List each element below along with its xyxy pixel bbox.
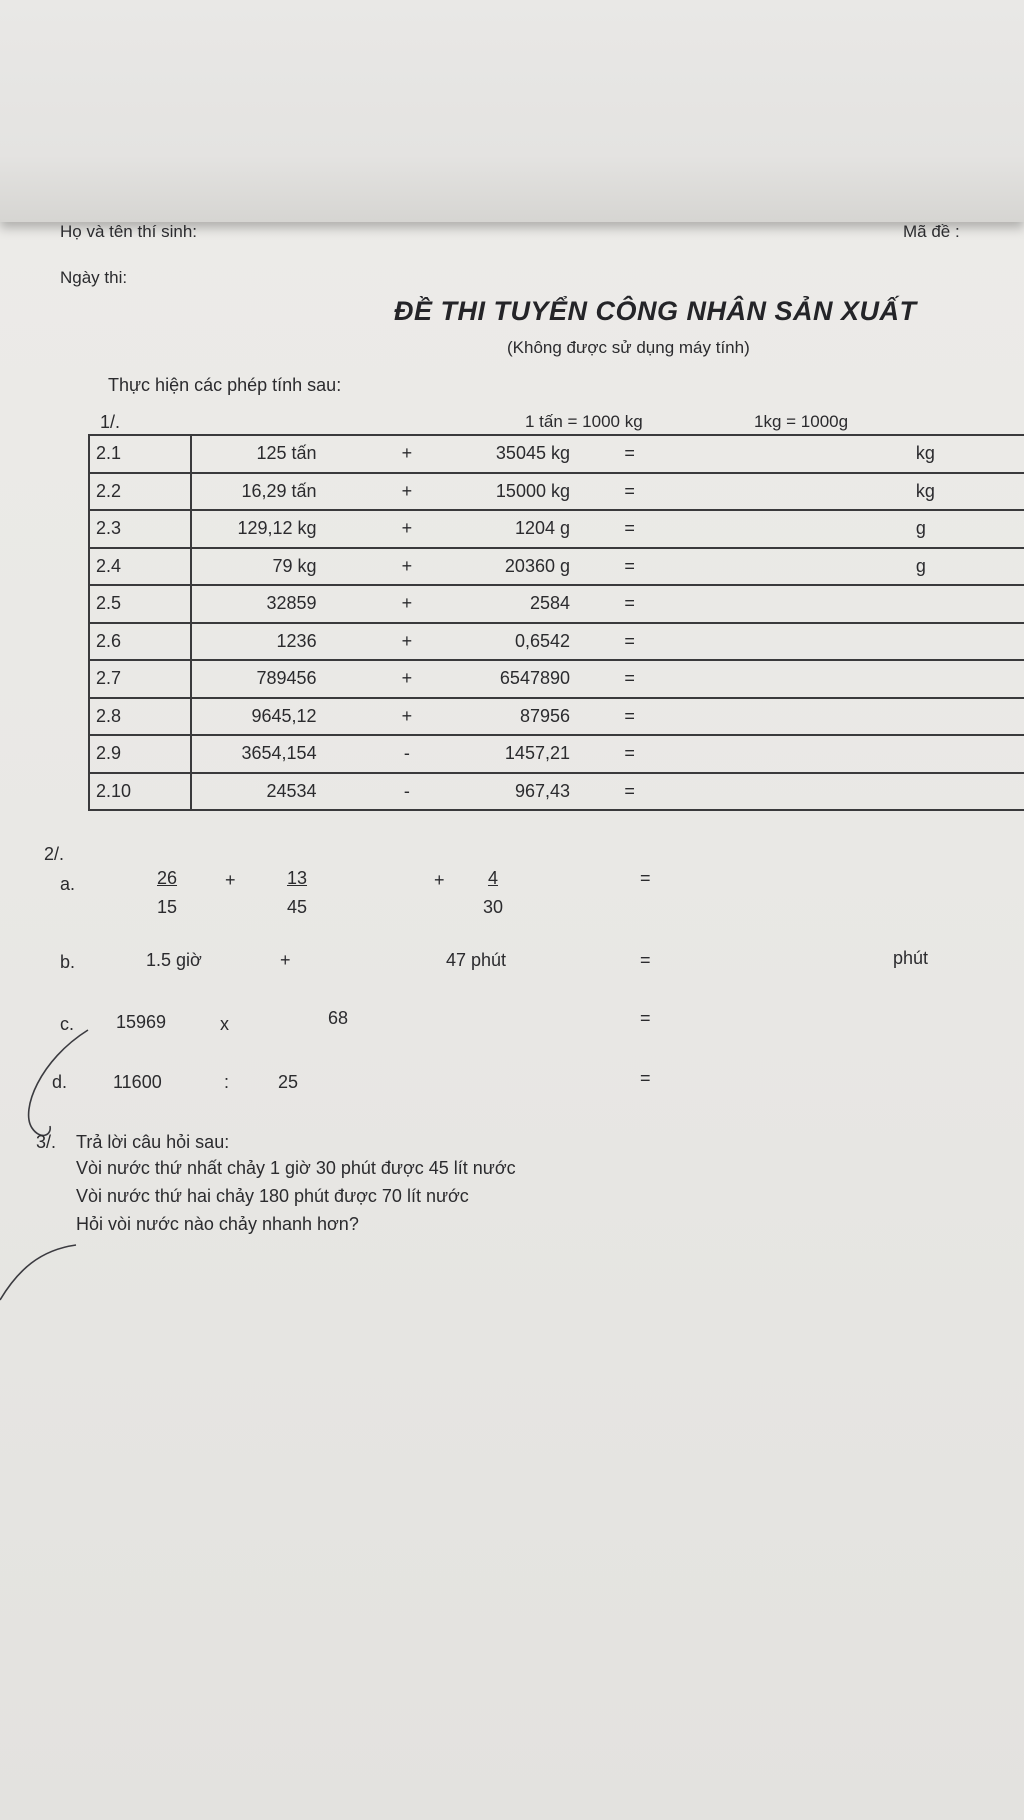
calculation-row <box>89 698 1024 736</box>
row-right-operand: 6547890 <box>437 660 592 698</box>
item-b-label: b. <box>60 952 76 972</box>
row-answer-blank[interactable] <box>667 735 910 773</box>
item-d-label: d. <box>52 1072 68 1092</box>
row-right-operand: 0,6542 <box>437 623 592 661</box>
row-right-operand: 15000 kg <box>437 473 592 511</box>
divide-sign: : <box>224 1072 230 1092</box>
row-operator: - <box>377 735 438 773</box>
row-equals: = <box>592 510 667 548</box>
question-line-1: Vòi nước thứ nhất chảy 1 giờ 30 phút được 45 lít nước <box>76 1158 516 1178</box>
row-operator: + <box>377 585 438 623</box>
row-left-operand: 789456 <box>191 660 376 698</box>
calculation-row <box>89 623 1024 661</box>
equals-sign: = <box>640 1068 651 1088</box>
fraction-26-15 <box>150 868 184 918</box>
row-right-operand: 20360 g <box>437 548 592 586</box>
row-left-operand: 125 tấn <box>191 435 376 473</box>
row-operator: + <box>377 510 438 548</box>
row-unit: kg <box>910 435 1024 473</box>
instruction-text: Thực hiện các phép tính sau: <box>108 375 342 395</box>
row-unit <box>910 698 1024 736</box>
row-answer-blank[interactable] <box>667 660 910 698</box>
row-left-operand: 3654,154 <box>191 735 376 773</box>
row-unit <box>910 773 1024 811</box>
row-equals: = <box>592 660 667 698</box>
item-b-right: 47 phút <box>446 950 507 970</box>
question-line-2: Vòi nước thứ hai chảy 180 phút được 70 lít nước <box>76 1186 469 1206</box>
row-left-operand: 32859 <box>191 585 376 623</box>
equals-sign: = <box>640 950 651 970</box>
row-unit <box>910 660 1024 698</box>
row-answer-blank[interactable] <box>667 623 910 661</box>
exam-date-label: Ngày thi: <box>60 268 128 287</box>
section2-label: 2/. <box>44 844 65 864</box>
row-operator: + <box>377 660 438 698</box>
row-left-operand: 24534 <box>191 773 376 811</box>
candidate-name-label: Họ và tên thí sinh: <box>60 222 198 241</box>
row-answer-blank[interactable] <box>667 698 910 736</box>
calculation-row <box>89 660 1024 698</box>
row-answer-blank[interactable] <box>667 473 910 511</box>
row-index: 2.2 <box>89 473 191 511</box>
row-right-operand: 967,43 <box>437 773 592 811</box>
row-right-operand: 1204 g <box>437 510 592 548</box>
item-a-label: a. <box>60 874 76 894</box>
row-index: 2.3 <box>89 510 191 548</box>
page-title: ĐỀ THI TUYỂN CÔNG NHÂN SẢN XUẤT <box>394 296 917 326</box>
item-d-right: 25 <box>278 1072 299 1092</box>
item-b-unit: phút <box>893 948 929 968</box>
calculation-row <box>89 735 1024 773</box>
fraction-denominator: 45 <box>286 897 308 917</box>
equals-sign: = <box>640 868 651 888</box>
fraction-numerator: 4 <box>487 868 498 888</box>
row-operator: - <box>377 773 438 811</box>
item-d-left: 11600 <box>113 1072 162 1092</box>
row-answer-blank[interactable] <box>667 773 910 811</box>
fraction-denominator: 30 <box>482 897 504 917</box>
row-left-operand: 1236 <box>191 623 376 661</box>
section1-label: 1/. <box>100 412 121 432</box>
item-b-left: 1.5 giờ <box>146 950 202 970</box>
item-c-right: 68 <box>328 1008 349 1028</box>
row-operator: + <box>377 435 438 473</box>
row-answer-blank[interactable] <box>667 585 910 623</box>
row-unit <box>910 735 1024 773</box>
plus-sign: + <box>225 870 236 890</box>
row-equals: = <box>592 735 667 773</box>
calculation-row <box>89 510 1024 548</box>
row-operator: + <box>377 473 438 511</box>
equals-sign: = <box>640 1008 651 1028</box>
plus-sign: + <box>434 870 445 890</box>
row-right-operand: 87956 <box>437 698 592 736</box>
fraction-4-30 <box>476 868 510 918</box>
calculation-row <box>89 585 1024 623</box>
question-line-3: Hỏi vòi nước nào chảy nhanh hơn? <box>76 1214 359 1234</box>
fraction-numerator: 26 <box>156 868 178 888</box>
calculation-table <box>88 434 1024 811</box>
row-right-operand: 1457,21 <box>437 735 592 773</box>
row-unit <box>910 623 1024 661</box>
row-index: 2.4 <box>89 548 191 586</box>
row-unit <box>910 585 1024 623</box>
row-left-operand: 9645,12 <box>191 698 376 736</box>
row-equals: = <box>592 585 667 623</box>
calculation-row <box>89 548 1024 586</box>
row-left-operand: 129,12 kg <box>191 510 376 548</box>
fraction-13-45 <box>280 868 314 918</box>
page-subtitle: (Không được sử dụng máy tính) <box>507 338 750 357</box>
row-index: 2.6 <box>89 623 191 661</box>
fraction-numerator: 13 <box>286 868 308 888</box>
row-equals: = <box>592 435 667 473</box>
calculation-row <box>89 435 1024 473</box>
section3-label: 3/. <box>36 1132 57 1152</box>
row-equals: = <box>592 773 667 811</box>
conversion-note-ton: 1 tấn = 1000 kg <box>525 412 643 431</box>
times-sign: x <box>220 1014 229 1034</box>
item-c-left: 15969 <box>116 1012 167 1032</box>
fraction-denominator: 15 <box>156 897 178 917</box>
row-right-operand: 35045 kg <box>437 435 592 473</box>
row-index: 2.5 <box>89 585 191 623</box>
row-equals: = <box>592 623 667 661</box>
row-unit: g <box>910 548 1024 586</box>
row-right-operand: 2584 <box>437 585 592 623</box>
exam-code-label: Mã đề : <box>903 222 960 241</box>
plus-sign: + <box>280 950 291 970</box>
row-index: 2.8 <box>89 698 191 736</box>
calculation-row <box>89 473 1024 511</box>
row-unit: kg <box>910 473 1024 511</box>
row-answer-blank[interactable] <box>667 548 910 586</box>
row-equals: = <box>592 698 667 736</box>
row-equals: = <box>592 548 667 586</box>
section3-heading: Trả lời câu hỏi sau: <box>76 1132 230 1152</box>
overlapping-paper-sheet <box>0 0 1024 222</box>
row-left-operand: 79 kg <box>191 548 376 586</box>
row-unit: g <box>910 510 1024 548</box>
row-answer-blank[interactable] <box>667 510 910 548</box>
row-operator: + <box>377 548 438 586</box>
row-operator: + <box>377 698 438 736</box>
row-index: 2.7 <box>89 660 191 698</box>
item-c-label: c. <box>60 1014 75 1034</box>
row-index: 2.9 <box>89 735 191 773</box>
row-left-operand: 16,29 tấn <box>191 473 376 511</box>
row-answer-blank[interactable] <box>667 435 910 473</box>
conversion-note-kg: 1kg = 1000g <box>754 412 849 431</box>
row-index: 2.10 <box>89 773 191 811</box>
row-equals: = <box>592 473 667 511</box>
row-index: 2.1 <box>89 435 191 473</box>
calculation-row <box>89 773 1024 811</box>
row-operator: + <box>377 623 438 661</box>
